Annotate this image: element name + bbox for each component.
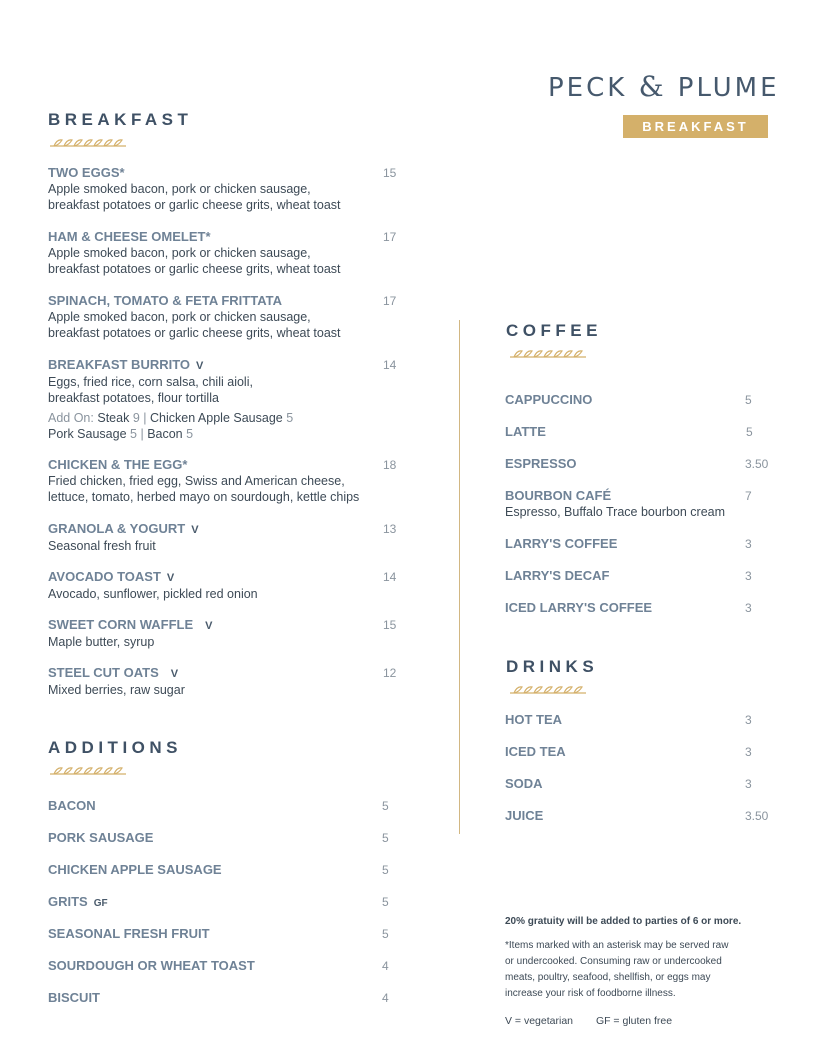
laurel-ornament-icon xyxy=(48,136,128,150)
legend-vegetarian: V = vegetarian xyxy=(505,1015,574,1027)
item-price: 5 xyxy=(382,831,389,845)
item-price: 18 xyxy=(383,458,397,472)
item-name: LARRY'S DECAF xyxy=(505,568,610,583)
addon-chicken-sausage: Chicken Apple Sausage xyxy=(149,411,283,425)
addition-item xyxy=(48,990,396,1006)
item-name: ICED LARRY'S COFFEE xyxy=(505,600,653,615)
item-name: JUICE xyxy=(505,808,544,823)
coffee-item xyxy=(505,456,775,472)
laurel-ornament-icon xyxy=(48,764,128,778)
breakfast-item xyxy=(48,457,396,505)
item-price: 14 xyxy=(383,358,397,372)
item-price: 12 xyxy=(383,666,397,680)
item-description: Apple smoked bacon, pork or chicken sausage, xyxy=(48,246,311,260)
item-description: Mixed berries, raw sugar xyxy=(48,683,185,697)
item-price: 3.50 xyxy=(745,457,769,471)
item-price: 4 xyxy=(382,959,389,973)
addition-item xyxy=(48,958,396,974)
item-description: breakfast potatoes, flour tortilla xyxy=(48,391,219,405)
addon-label: Add On: xyxy=(48,411,94,425)
addon-bacon: Bacon xyxy=(147,427,183,441)
item-name: ESPRESSO xyxy=(505,456,577,471)
item-price: 17 xyxy=(383,230,397,244)
drinks-section-title: DRINKS xyxy=(506,657,599,676)
item-price: 5 xyxy=(382,799,389,813)
item-name: PORK SAUSAGE xyxy=(48,830,154,845)
item-name: SPINACH, TOMATO & FETA FRITTATA xyxy=(48,293,282,308)
item-description: Maple butter, syrup xyxy=(48,635,155,649)
item-price: 7 xyxy=(745,489,752,503)
addition-item xyxy=(48,862,396,878)
item-description: Apple smoked bacon, pork or chicken sausage, xyxy=(48,310,311,324)
item-name: SEASONAL FRESH FRUIT xyxy=(48,926,210,941)
vegetarian-mark: V xyxy=(191,524,199,536)
item-name: HAM & CHEESE OMELET* xyxy=(48,229,211,244)
coffee-item xyxy=(505,488,775,520)
gratuity-note: 20% gratuity will be added to parties of 6 or more. xyxy=(505,916,742,927)
item-price: 5 xyxy=(746,425,753,439)
item-name xyxy=(48,569,396,586)
breakfast-item xyxy=(48,521,396,554)
item-description: Avocado, sunflower, pickled red onion xyxy=(48,587,258,601)
item-name: SOURDOUGH OR WHEAT TOAST xyxy=(48,958,255,973)
addon-separator: | xyxy=(143,411,147,425)
item-price: 3 xyxy=(745,777,752,791)
warning-line: meats, poultry, seafood, shellfish, or eggs may xyxy=(505,972,711,983)
item-name-text: BREAKFAST BURRITO xyxy=(48,357,191,372)
item-price: 4 xyxy=(382,991,389,1005)
additions-section-title: ADDITIONS xyxy=(48,738,182,757)
item-name: TWO EGGS* xyxy=(48,165,125,180)
item-price: 17 xyxy=(383,294,397,308)
item-name: LARRY'S COFFEE xyxy=(505,536,618,551)
breakfast-item xyxy=(48,165,396,213)
item-price: 5 xyxy=(382,863,389,877)
item-name: CHICKEN & THE EGG* xyxy=(48,457,188,472)
item-name: HOT TEA xyxy=(505,712,563,727)
item-price: 3 xyxy=(745,537,752,551)
item-price: 3 xyxy=(745,745,752,759)
item-price: 3.50 xyxy=(745,809,769,823)
coffee-item xyxy=(505,392,775,408)
item-price: 5 xyxy=(382,927,389,941)
item-description: Eggs, fried rice, corn salsa, chili aioli, xyxy=(48,375,253,389)
item-name-text: GRANOLA & YOGURT xyxy=(48,521,186,536)
coffee-item xyxy=(505,568,775,584)
breakfast-section-title: BREAKFAST xyxy=(48,110,193,129)
addon-chicken-sausage-price: 5 xyxy=(286,411,294,425)
addon-separator: | xyxy=(140,427,144,441)
item-name-text: SWEET CORN WAFFLE xyxy=(48,617,194,632)
drink-item xyxy=(505,712,775,728)
drink-item xyxy=(505,808,775,824)
item-name xyxy=(48,617,396,634)
item-name: ICED TEA xyxy=(505,744,566,759)
drink-item xyxy=(505,776,775,792)
breakfast-item xyxy=(48,617,396,650)
item-description: Fried chicken, fried egg, Swiss and American cheese, xyxy=(48,474,345,488)
brand-name-part1: PECK xyxy=(548,73,628,103)
item-name xyxy=(48,894,396,912)
item-name xyxy=(48,357,396,374)
warning-line: or undercooked. Consuming raw or undercooked xyxy=(505,956,722,967)
item-name: CAPPUCCINO xyxy=(505,392,593,407)
vegetarian-mark: V xyxy=(166,572,175,584)
raw-food-warning xyxy=(505,938,775,1002)
item-description: breakfast potatoes or garlic cheese grits, wheat toast xyxy=(48,262,341,276)
item-name: LATTE xyxy=(505,424,546,439)
item-description: breakfast potatoes or garlic cheese grits, wheat toast xyxy=(48,198,341,212)
column-divider xyxy=(459,320,460,834)
brand-ampersand: & xyxy=(638,70,667,103)
addon-pork-sausage-price: 5 xyxy=(130,427,137,441)
addon-steak-price: 9 xyxy=(132,411,140,425)
addition-item xyxy=(48,830,396,846)
addon-steak: Steak xyxy=(97,411,130,425)
drink-item xyxy=(505,744,775,760)
brand-logo xyxy=(548,70,780,103)
item-description: Apple smoked bacon, pork or chicken sausage, xyxy=(48,182,311,196)
item-price: 14 xyxy=(383,570,397,584)
breakfast-item xyxy=(48,665,396,698)
item-name xyxy=(48,521,396,538)
item-name-text: GRITS xyxy=(48,894,88,909)
coffee-section-title: COFFEE xyxy=(506,321,602,340)
item-price: 13 xyxy=(383,522,397,536)
addon-line xyxy=(48,410,396,426)
brand-name-part2: PLUME xyxy=(677,73,780,103)
breakfast-item xyxy=(48,357,396,442)
warning-line: *Items marked with an asterisk may be served raw xyxy=(505,940,729,951)
item-name: BISCUIT xyxy=(48,990,100,1005)
coffee-item xyxy=(505,600,775,616)
breakfast-item xyxy=(48,293,396,341)
item-name-text: STEEL CUT OATS xyxy=(48,665,159,680)
item-price: 5 xyxy=(745,393,752,407)
item-price: 3 xyxy=(745,601,752,615)
menu-type-badge: BREAKFAST xyxy=(623,115,768,138)
addition-item xyxy=(48,926,396,942)
breakfast-item xyxy=(48,569,396,602)
addon-bacon-price: 5 xyxy=(186,427,194,441)
dietary-legend xyxy=(505,1013,775,1029)
item-description: Seasonal fresh fruit xyxy=(48,539,156,553)
item-price: 3 xyxy=(745,713,752,727)
warning-line: increase your risk of foodborne illness. xyxy=(505,988,676,999)
laurel-ornament-icon xyxy=(508,683,588,697)
vegetarian-mark: V xyxy=(170,668,179,680)
item-description: breakfast potatoes or garlic cheese grits, wheat toast xyxy=(48,326,341,340)
item-name: BACON xyxy=(48,798,96,813)
laurel-ornament-icon xyxy=(508,347,588,361)
vegetarian-mark: V xyxy=(205,620,213,632)
addon-pork-sausage: Pork Sausage xyxy=(48,427,127,441)
addon-line xyxy=(48,426,396,442)
item-name: CHICKEN APPLE SAUSAGE xyxy=(48,862,222,877)
item-name: SODA xyxy=(505,776,543,791)
item-name xyxy=(48,665,396,682)
coffee-item xyxy=(505,536,775,552)
gluten-free-mark: GF xyxy=(93,898,108,909)
item-name: BOURBON CAFÉ xyxy=(505,488,612,503)
item-price: 15 xyxy=(383,166,397,180)
item-price: 3 xyxy=(745,569,752,583)
addition-item xyxy=(48,798,396,814)
breakfast-item xyxy=(48,229,396,277)
item-price: 5 xyxy=(382,895,389,909)
item-name-text: AVOCADO TOAST xyxy=(48,569,161,584)
item-price: 15 xyxy=(383,618,397,632)
coffee-item xyxy=(505,424,775,440)
legend-gluten-free: GF = gluten free xyxy=(595,1015,673,1027)
item-description: lettuce, tomato, herbed mayo on sourdough, kettle chips xyxy=(48,490,360,504)
addition-item xyxy=(48,894,396,912)
vegetarian-mark: V xyxy=(196,360,204,372)
item-description: Espresso, Buffalo Trace bourbon cream xyxy=(505,505,726,519)
